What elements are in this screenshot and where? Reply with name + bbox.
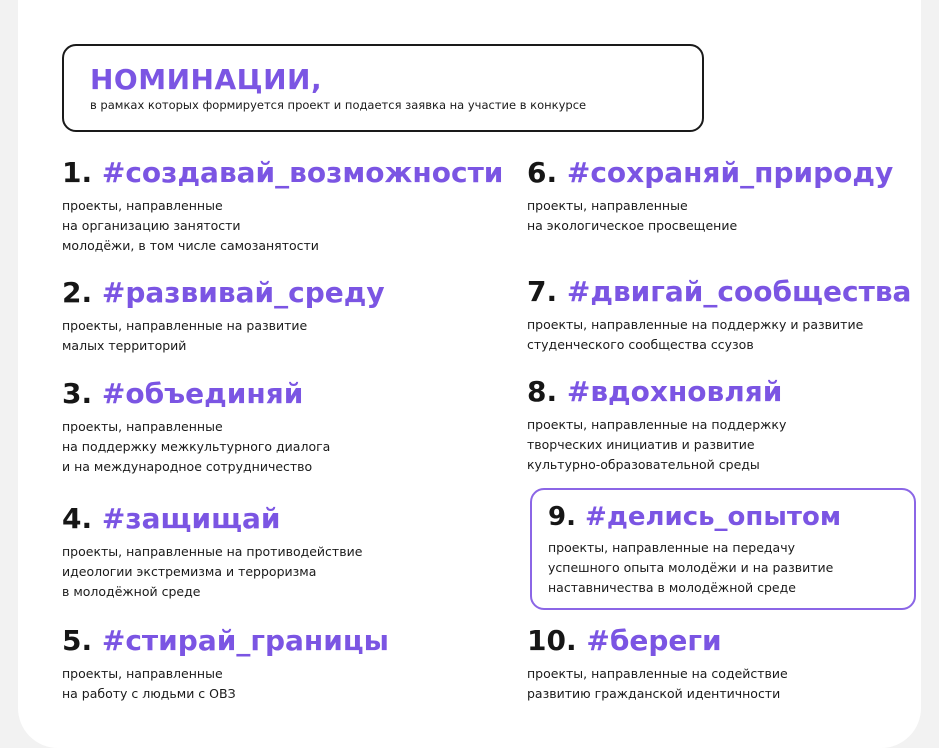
description-line: проекты, направленные на противодействие: [62, 544, 363, 559]
nomination-hashtag: #развивай_среду: [101, 276, 385, 309]
nomination-5: [62, 624, 389, 704]
nomination-number: 1.: [62, 156, 93, 189]
description-line: в молодёжной среде: [62, 584, 201, 599]
nomination-description: [527, 196, 893, 236]
description-line: и на международное сотрудничество: [62, 459, 313, 474]
nomination-title: [527, 275, 911, 309]
nomination-number: 8.: [527, 375, 558, 408]
nomination-hashtag: #создавай_возможности: [101, 156, 504, 189]
nomination-hashtag: #стирай_границы: [101, 624, 389, 657]
header-box: [62, 44, 704, 132]
nomination-description: [527, 415, 786, 475]
nomination-title: [527, 624, 788, 658]
description-line: проекты, направленные на развитие: [62, 318, 308, 333]
nomination-8: [527, 375, 786, 475]
description-line: проекты, направленные: [62, 666, 223, 681]
description-line: культурно-образовательной среды: [527, 457, 760, 472]
nomination-4: [62, 502, 362, 602]
nomination-title: [548, 500, 841, 534]
nomination-number: 3.: [62, 377, 93, 410]
description-line: успешного опыта молодёжи и на развитие: [548, 560, 834, 575]
nomination-number: 7.: [527, 275, 558, 308]
nomination-description: [62, 196, 503, 256]
page-subtitle: в рамках которых формируется проект и подается заявка на участие в конкурсе: [90, 98, 587, 112]
nomination-title: [62, 377, 330, 411]
nomination-number: 6.: [527, 156, 558, 189]
description-line: молодёжи, в том числе самозанятости: [62, 238, 319, 253]
description-line: на экологическое просвещение: [527, 218, 738, 233]
description-line: малых территорий: [62, 338, 187, 353]
nomination-number: 2.: [62, 276, 93, 309]
nomination-number: 4.: [62, 502, 93, 535]
nomination-hashtag: #объединяй: [101, 377, 304, 410]
nomination-description: [62, 316, 385, 356]
nomination-hashtag: #делись_опытом: [585, 502, 842, 532]
description-line: на поддержку межкультурного диалога: [62, 439, 331, 454]
description-line: проекты, направленные: [62, 198, 223, 213]
nomination-hashtag: #вдохновляй: [566, 375, 783, 408]
description-line: идеологии экстремизма и терроризма: [62, 564, 317, 579]
nomination-description: [527, 315, 911, 355]
description-line: развитию гражданской идентичности: [527, 686, 781, 701]
nomination-3: [62, 377, 330, 477]
page-title: НОМИНАЦИИ,: [90, 63, 323, 96]
nomination-description: [527, 664, 788, 704]
nomination-hashtag: #сохраняй_природу: [566, 156, 894, 189]
nomination-title: [527, 156, 893, 190]
nomination-10: [527, 624, 788, 704]
description-line: студенческого сообщества ссузов: [527, 337, 754, 352]
description-line: проекты, направленные: [62, 419, 223, 434]
description-line: проекты, направленные на поддержку: [527, 417, 787, 432]
description-line: проекты, направленные на поддержку и развитие: [527, 317, 864, 332]
nomination-description: [548, 538, 841, 598]
nomination-6: [527, 156, 893, 236]
nomination-number: 9.: [548, 502, 576, 532]
nomination-description: [62, 542, 362, 602]
nomination-description: [62, 417, 330, 477]
nomination-number: 10.: [527, 624, 577, 657]
description-line: на организацию занятости: [62, 218, 241, 233]
description-line: творческих инициатив и развитие: [527, 437, 755, 452]
nomination-7: [527, 275, 911, 355]
nomination-description: [62, 664, 389, 704]
description-line: наставничества в молодёжной среде: [548, 580, 796, 595]
nomination-1: [62, 156, 503, 256]
nomination-title: [527, 375, 786, 409]
nomination-hashtag: #береги: [586, 624, 722, 657]
nomination-2: [62, 276, 385, 356]
nomination-title: [62, 276, 385, 310]
description-line: проекты, направленные на содействие: [527, 666, 788, 681]
nomination-number: 5.: [62, 624, 93, 657]
nomination-hashtag: #двигай_сообщества: [566, 275, 912, 308]
nomination-hashtag: #защищай: [101, 502, 281, 535]
nomination-title: [62, 156, 503, 190]
nomination-title: [62, 624, 389, 658]
nomination-title: [62, 502, 362, 536]
description-line: проекты, направленные на передачу: [548, 540, 795, 555]
description-line: проекты, направленные: [527, 198, 688, 213]
nomination-9: [548, 500, 841, 598]
description-line: на работу с людьми с ОВЗ: [62, 686, 236, 701]
